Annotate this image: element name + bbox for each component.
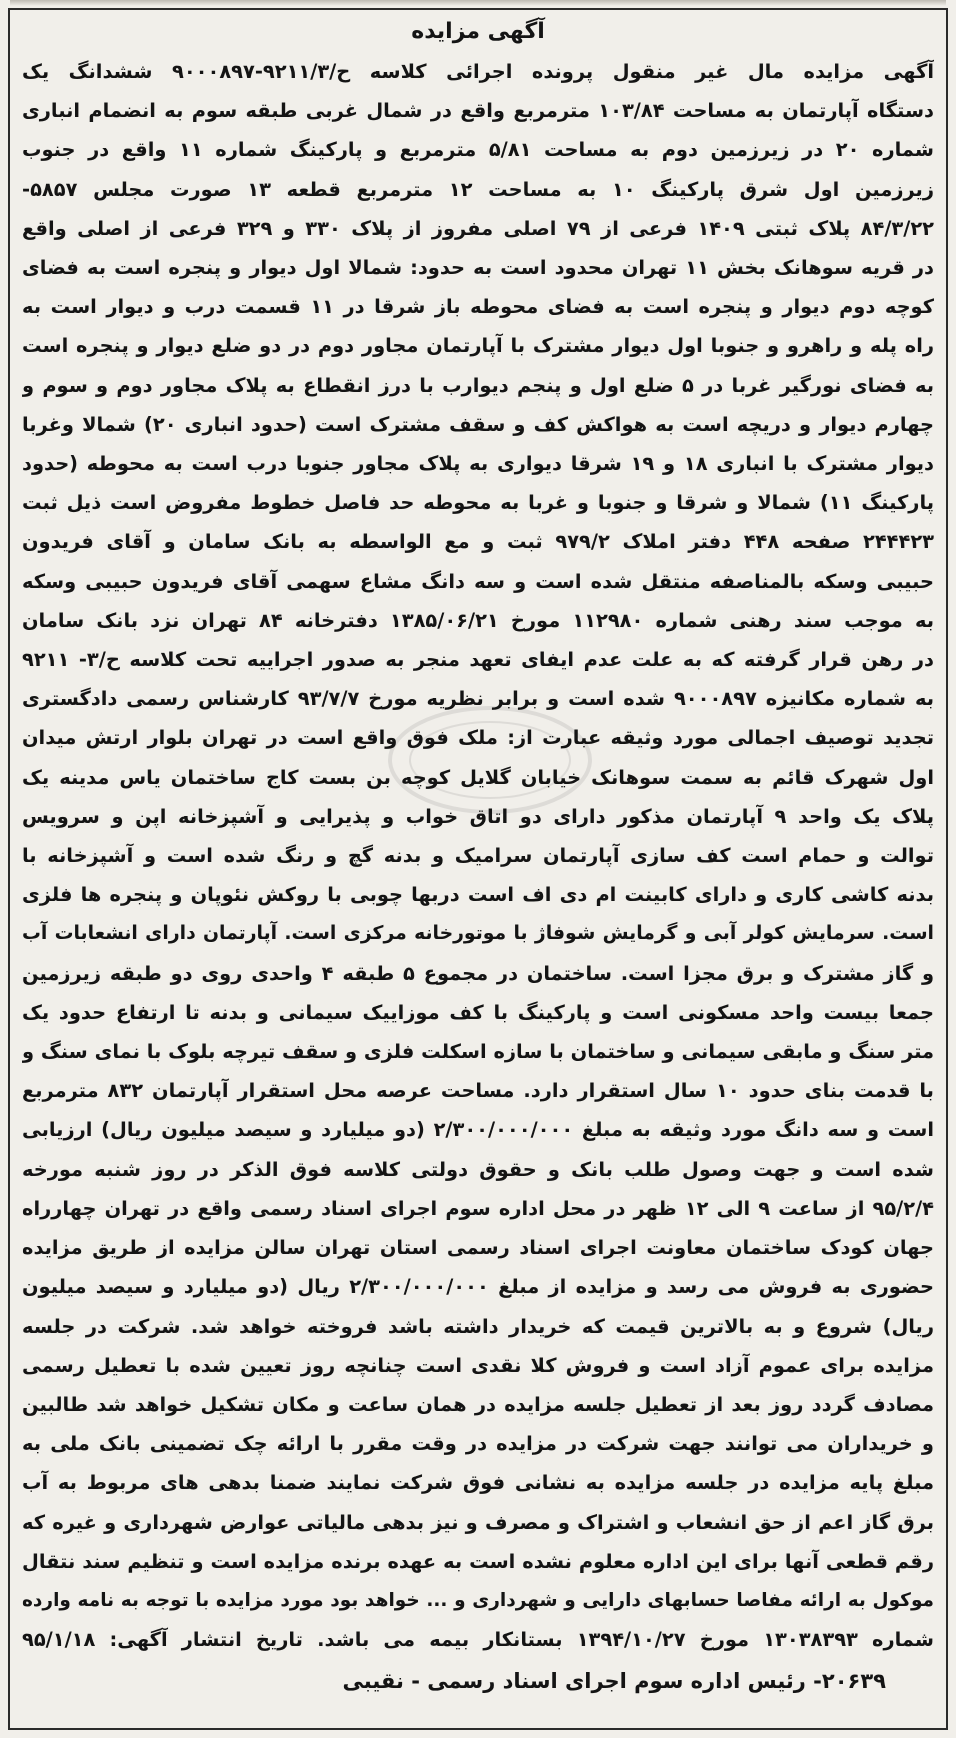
notice-line: دیوار مشترک با انباری ۱۸ و ۱۹ شرقا دیواری به پلاک مجاور جنوبا درب است به محوطه (حدود bbox=[22, 452, 934, 476]
page-edge bbox=[10, 0, 946, 6]
notice-line: ۹۵/۲/۴ از ساعت ۹ الی ۱۲ ظهر در محل اداره سوم اجرای اسناد رسمی واقع در تهران چهارراه bbox=[22, 1196, 934, 1220]
notice-line: به شماره مکانیزه ۹۰۰۰۸۹۷ شده است و برابر نظریه مورخ ۹۳/۷/۷ کارشناس رسمی دادگستری bbox=[22, 687, 934, 711]
notice-line: ریال) شروع و به بالاترین قیمت که خریدار داشته باشد فروخته خواهد شد. شرکت در جلسه bbox=[22, 1314, 934, 1338]
notice-line: اول شهرک قائم به سمت سوهانک خیابان گلایل کوچه بن بست کاج ساختمان یاس مدینه یک bbox=[22, 765, 934, 789]
notice-line: چهارم دیوار و دریچه است به هواکش کف و سقف مشترک است (حدود انباری ۲۰) شمالا وغربا bbox=[22, 412, 934, 436]
notice-line: کوچه دوم دیوار و پنجره است به فضای محوطه باز شرقا در ۱۱ قسمت درب و دیوار است به bbox=[22, 295, 934, 319]
notice-line: به فضای نورگیر غربا در ۵ ضلع اول و پنجم دیوارب با درز انقطاع به پلاک مجاور دوم و سوم و bbox=[22, 373, 934, 397]
notice-line: است و سه دانگ مورد وثیقه به مبلغ ۲/۳۰۰/۰۰۰/۰۰۰ (دو میلیارد و سیصد میلیون ریال) ارزیابی bbox=[22, 1118, 934, 1142]
notice-line: به موجب سند رهنی شماره ۱۱۲۹۸۰ مورخ ۱۳۸۵/۰۶/۲۱ دفترخانه ۸۴ تهران نزد بانک سامان bbox=[22, 608, 934, 632]
notice-line: دستگاه آپارتمان به مساحت ۱۰۳/۸۴ مترمربع واقع در شمال غربی طبقه سوم به انضمام انباری bbox=[22, 99, 934, 123]
notice-line: ۸۴/۳/۲۲ پلاک ثبتی ۱۴۰۹ فرعی از ۷۹ اصلی مفروز از پلاک ۳۳۰ و ۳۲۹ فرعی از اصلی واقع bbox=[22, 216, 934, 240]
notice-body bbox=[22, 52, 934, 1659]
notice-line: برق گاز اعم از حق انشعاب و اشتراک و مصرف و نیز بدهی مالیاتی عوارض شهرداری و غیره که bbox=[22, 1510, 934, 1534]
notice-line: متر سنگ و مابقی سیمانی و ساختمان با سازه اسکلت فلزی و سقف تیرچه بلوک با نمای سنگ و bbox=[22, 1040, 934, 1064]
notice-line: بدنه کاشی کاری و دارای کابینت ام دی اف است دربها چوبی با روکش نئوپان و پنجره ها فلزی bbox=[22, 883, 934, 907]
notice-line: جمعا بیست واحد مسکونی است و پارکینگ با کف موزاییک سیمانی و بدنه تا ارتفاع حدود یک bbox=[22, 1000, 934, 1024]
notice-line: ۲۴۴۴۲۳ صفحه ۴۴۸ دفتر املاک ۹۷۹/۲ ثبت و مع الواسطه به بانک سامان و آقای فریدون bbox=[22, 530, 934, 554]
notice-line: حبیبی وسکه بالمناصفه منتقل شده است و سه دانگ مشاع سهمی آقای فریدون حبیبی وسکه bbox=[22, 569, 934, 593]
notice-line: جهان کودک ساختمان معاونت اجرای اسناد رسمی استان تهران سالن مزایده از طریق مزایده bbox=[22, 1236, 934, 1260]
notice-line: شماره ۱۳۰۳۸۳۹۳ مورخ ۱۳۹۴/۱۰/۲۷ بستانکار بیمه می باشد. تاریخ انتشار آگهی: ۹۵/۱/۱۸ bbox=[22, 1628, 934, 1652]
notice-content bbox=[22, 14, 934, 1724]
notice-line: زیرزمین اول شرق پارکینگ ۱۰ به مساحت ۱۲ مترمربع قطعه ۱۳ صورت مجلس ۵۸۵۷- bbox=[22, 177, 934, 201]
notice-signature: ۲۰۶۳۹- رئیس اداره سوم اجرای اسناد رسمی - نقیبی bbox=[342, 1669, 886, 1694]
notice-line: مبلغ پایه مزایده در جلسه مزایده به نشانی فوق شرکت نمایند ضمنا بدهی های مربوط به آب bbox=[22, 1471, 934, 1495]
notice-line: شماره ۲۰ در زیرزمین دوم به مساحت ۵/۸۱ مترمربع و پارکینگ شماره ۱۱ واقع در جنوب bbox=[22, 138, 934, 162]
notice-line: مصادف گردد روز بعد از تعطیل جلسه مزایده در همان ساعت و مکان تشکیل خواهد شد طالبین bbox=[22, 1392, 934, 1416]
notice-line: موکول به ارائه مفاصا حسابهای دارایی و شهرداری و ... خواهد بود مورد مزایده با توجه به نامه وارده bbox=[22, 1589, 934, 1611]
notice-line: با قدمت بنای حدود ۱۰ سال استقرار دارد. مساحت عرصه محل استقرار آپارتمان ۸۳۲ مترمربع bbox=[22, 1079, 934, 1103]
notice-line: در قریه سوهانک بخش ۱۱ تهران محدود است به حدود: شمالا اول دیوار و پنجره است به فضای bbox=[22, 256, 934, 280]
notice-title: آگهی مزایده bbox=[411, 19, 545, 44]
notice-line: راه پله و راهرو و جنوبا اول دیوار مشترک با آپارتمان مجاور دوم در دو ضلع دیوار و پنجره است bbox=[22, 334, 934, 358]
notice-line: است. سرمایش کولر آبی و گرمایش شوفاژ با موتورخانه مرکزی است. آپارتمان دارای انشعابات آب bbox=[22, 923, 934, 945]
notice-line: توالت و حمام است کف سازی آپارتمان سرامیک و بدنه گچ و رنگ شده است و آشپزخانه با bbox=[22, 844, 934, 868]
notice-line: و گاز مشترک و برق مجزا است. ساختمان در مجموع ۵ طبقه ۴ واحدی روی دو طبقه زیرزمین bbox=[22, 961, 934, 985]
notice-line: تجدید توصیف اجمالی مورد وثیقه عبارت از: ملک فوق واقع است در تهران بلوار ارتش میدان bbox=[22, 726, 934, 750]
notice-line: در رهن قرار گرفته که به علت عدم ایفای تعهد منجر به صدور اجراییه تحت کلاسه ح/۳- ۹۲۱۱ bbox=[22, 648, 934, 672]
notice-line: حضوری به فروش می رسد و مزایده از مبلغ ۲/۳۰۰/۰۰۰/۰۰۰ ریال (دو میلیارد و سیصد میلیون bbox=[22, 1275, 934, 1299]
notice-line: پلاک یک واحد ۹ آپارتمان مذکور دارای دو اتاق خواب و پذیرایی و آشپزخانه اپن و سرویس bbox=[22, 804, 934, 828]
notice-line: و خریداران می توانند جهت شرکت در مزایده در وقت مقرر با ارائه چک تضمینی بانک ملی به bbox=[22, 1432, 934, 1456]
notice-line: شده است و جهت وصول طلب بانک و حقوق دولتی کلاسه فوق الذکر در روز شنبه مورخه bbox=[22, 1157, 934, 1181]
notice-line: آگهی مزایده مال غیر منقول پرونده اجرائی کلاسه ح/۹۲۱۱/۳-۹۰۰۰۸۹۷ ششدانگ یک bbox=[22, 60, 934, 83]
notice-line: رقم قطعی آنها برای این اداره معلوم نشده است به عهده برنده مزایده است و تنظیم سند نتقال bbox=[22, 1549, 934, 1573]
notice-line: پارکینگ ۱۱) شمالا و شرقا و جنوبا و غربا به محوطه حد فاصل خطوط مفروض است ذیل ثبت bbox=[22, 491, 934, 515]
notice-line: مزایده برای عموم آزاد است و فروش کلا نقدی است چنانچه روز تعیین شده با تعطیل رسمی bbox=[22, 1353, 934, 1377]
